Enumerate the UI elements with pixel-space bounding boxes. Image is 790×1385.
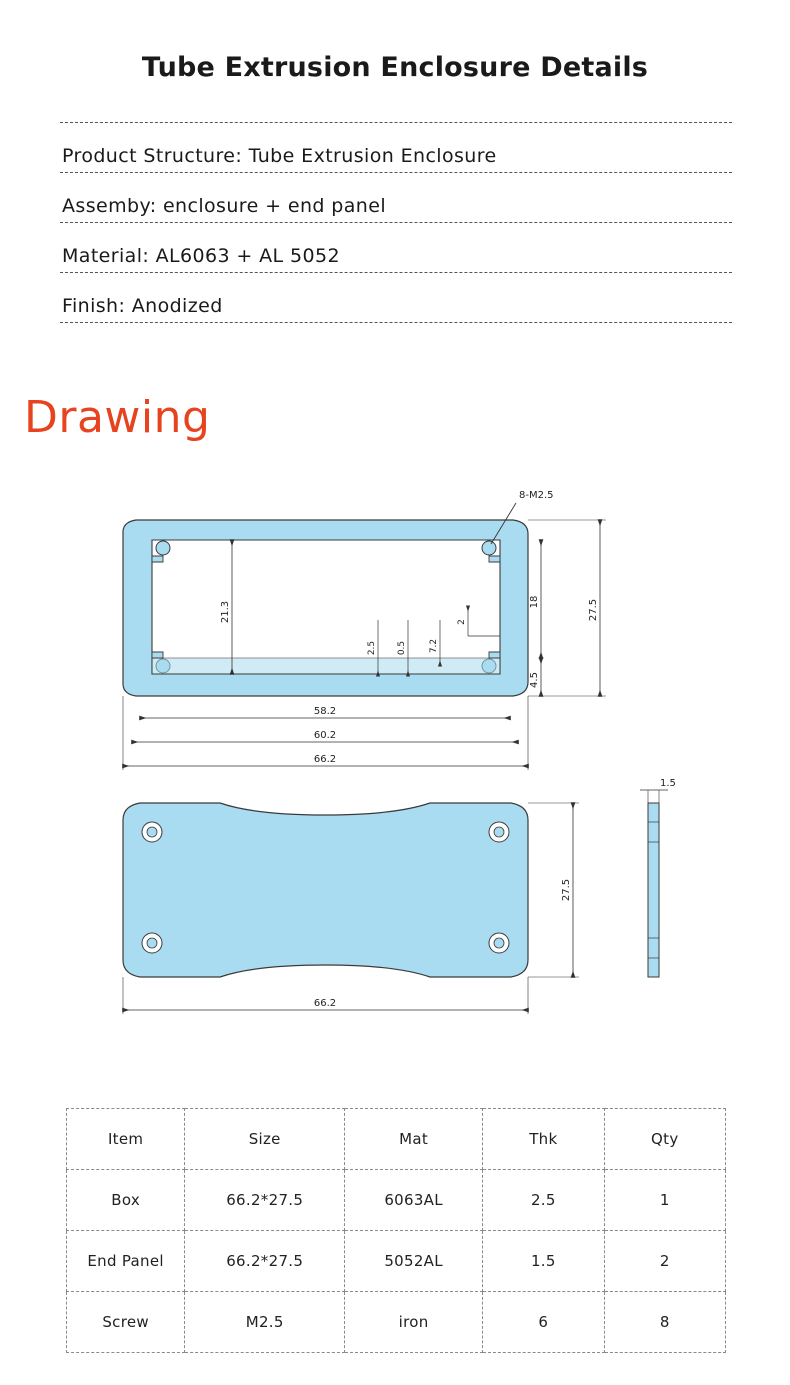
enclosure-cavity [152,540,500,674]
spec-row [60,223,732,273]
dim-label-overall-width: 66.2 [313,754,337,765]
panel-edge-outline [648,803,659,977]
table-cell-qty: 8 [604,1292,725,1353]
spec-divider [60,272,732,273]
screw-boss [482,541,496,555]
dim-label-mid-width: 60.2 [313,730,337,741]
table-row [67,1170,726,1231]
screw-boss [156,541,170,555]
end-panel-view [123,803,579,1014]
drawing-svg [0,470,790,1070]
spec-divider [60,222,732,223]
rail-left-top [152,556,163,562]
table-row [67,1292,726,1353]
dim-label-inner-height: 21.3 [220,600,231,624]
table-cell-thk: 2.5 [483,1170,604,1231]
rail-right-bottom [489,652,500,658]
dim-label-rail-height: 18 [529,595,540,609]
spec-row [60,173,732,223]
table-cell-mat: 6063AL [345,1170,483,1231]
panel-hole-inner [147,827,157,837]
table-header-thk: Thk [483,1109,604,1170]
dim-label-panel-thickness: 1.5 [660,778,676,789]
table-header-qty: Qty [604,1109,725,1170]
profile-view [123,490,606,770]
spec-row [60,123,732,173]
spec-text-product-structure: Product Structure: Tube Extrusion Enclosure [62,145,503,167]
table-cell-size: 66.2*27.5 [185,1231,345,1292]
dim-label-overall-height: 27.5 [588,598,599,622]
table-header-row [67,1109,726,1170]
table-header-item: Item [67,1109,185,1170]
bottom-step [152,658,500,674]
table-header-size: Size [185,1109,345,1170]
table-cell-item: Screw [67,1292,185,1353]
table-row [67,1231,726,1292]
rail-right-top [489,556,500,562]
end-panel-outline [123,803,528,977]
table-cell-thk: 1.5 [483,1231,604,1292]
table-cell-size: 66.2*27.5 [185,1170,345,1231]
page-title: Tube Extrusion Enclosure Details [141,52,649,83]
table-cell-item: Box [67,1170,185,1231]
table-cell-qty: 2 [604,1231,725,1292]
drawing-heading: Drawing [24,392,211,443]
table-cell-mat: 5052AL [345,1231,483,1292]
dim-label-groove-b: 0.5 [397,640,407,656]
table-header-mat: Mat [345,1109,483,1170]
table-cell-size: M2.5 [185,1292,345,1353]
dim-label-groove-a: 2.5 [367,640,377,656]
spec-text-finish: Finish: Anodized [62,295,229,317]
panel-hole-inner [494,827,504,837]
spec-divider [60,322,732,323]
table-cell-thk: 6 [483,1292,604,1353]
spec-text-assembly: Assemby: enclosure + end panel [62,195,392,217]
table-cell-item: End Panel [67,1231,185,1292]
spec-text-material: Material: AL6063 + AL 5052 [62,245,346,267]
table-cell-mat: iron [345,1292,483,1353]
rail-left-bottom [152,652,163,658]
end-panel-edge-view [640,778,676,977]
dim-label-inner-width: 58.2 [313,706,337,717]
panel-hole-inner [147,938,157,948]
spec-row [60,273,732,323]
technical-drawing [0,470,790,1070]
dim-label-groove-d: 2 [457,619,467,625]
table-cell-qty: 1 [604,1170,725,1231]
dim-label-groove-c: 7.2 [429,638,439,654]
spec-divider [60,172,732,173]
panel-hole-inner [494,938,504,948]
callout-thread-label: 8-M2.5 [519,490,554,501]
spec-table [66,1108,726,1353]
dim-label-bottom-offset: 4.5 [529,672,540,688]
spec-list [60,122,732,323]
dim-label-panel-width: 66.2 [313,998,337,1009]
dim-label-panel-height: 27.5 [561,878,572,902]
